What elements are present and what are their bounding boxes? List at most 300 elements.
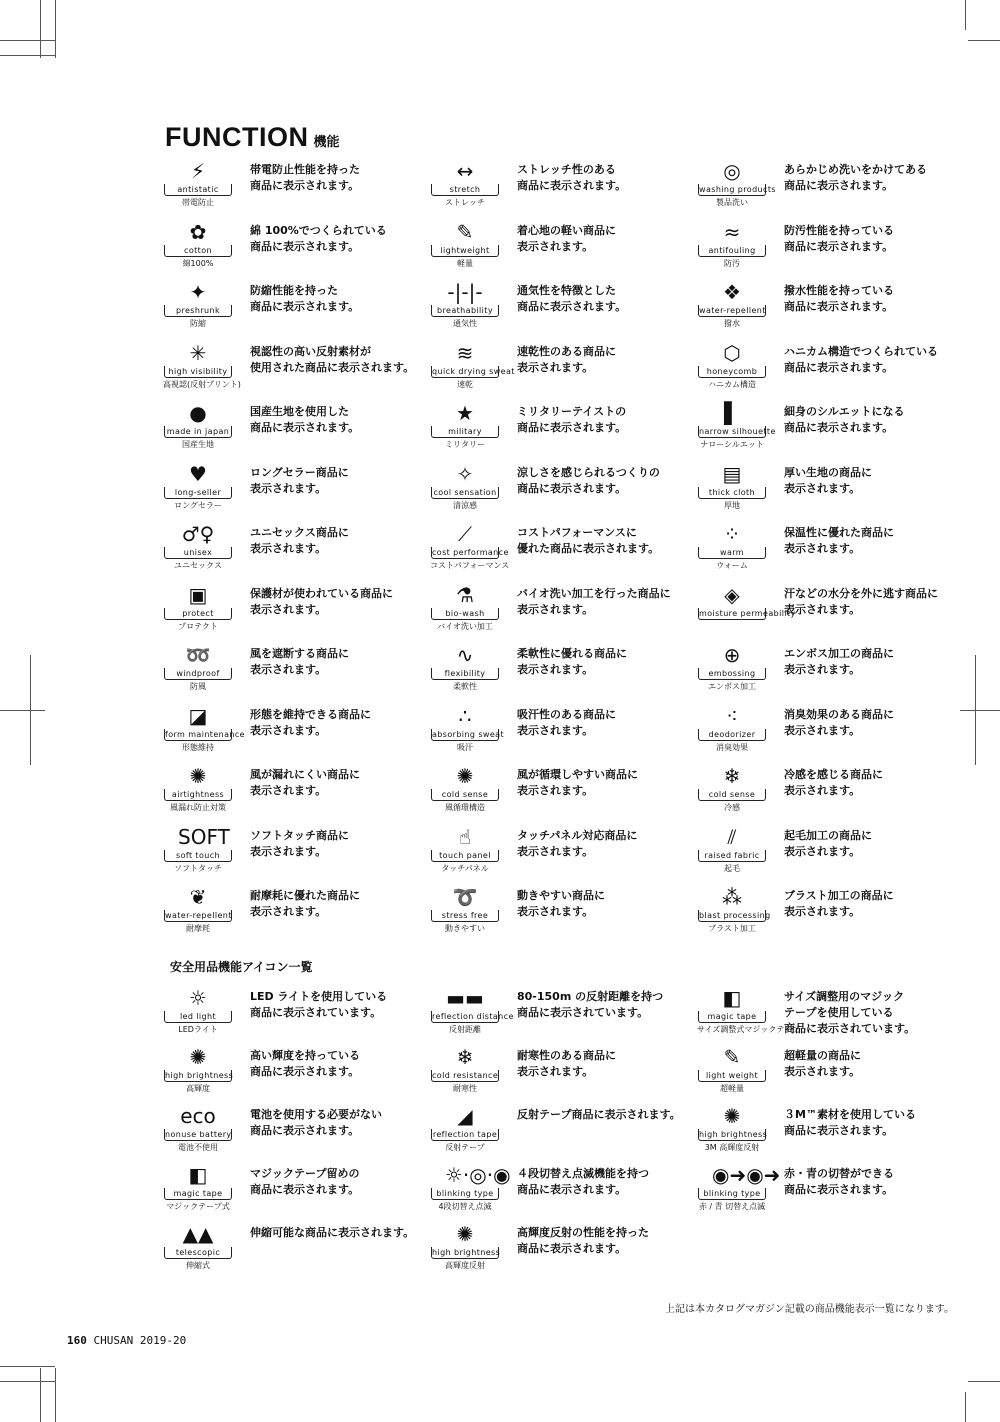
function-badge <box>697 340 767 400</box>
function-description: 耐寒性のある商品に 表示されます。 <box>517 1049 616 1078</box>
function-badge <box>430 642 500 702</box>
function-item <box>163 340 453 400</box>
function-item <box>163 521 453 581</box>
icon-label-jp: 形態維持 <box>182 742 214 752</box>
function-item <box>697 219 987 279</box>
function-badge <box>697 1162 781 1222</box>
function-description: 起毛加工の商品に 表示されます。 <box>784 828 872 858</box>
icon-label-en: blast processing <box>699 911 771 920</box>
function-item <box>430 763 720 823</box>
icon-label-en: antistatic <box>164 184 232 196</box>
function-item <box>163 763 453 823</box>
crop-mark <box>0 1366 55 1367</box>
function-badge <box>163 158 233 218</box>
function-badge <box>697 642 767 702</box>
absorbing-sweat-icon: ∴ <box>458 703 472 728</box>
icon-label-jp: ユニセックス <box>174 561 222 570</box>
icon-label-en: protect <box>164 608 232 620</box>
icon-label-jp: 4段切替え点滅 <box>438 1202 492 1211</box>
function-item <box>697 824 987 884</box>
function-description: ロングセラー商品に 表示されます。 <box>250 465 349 495</box>
icon-label-en: blinking type <box>698 1188 766 1200</box>
function-badge <box>163 824 233 884</box>
icon-label-jp: 防汚 <box>724 258 740 268</box>
function-item <box>697 1162 987 1222</box>
icon-label-jp: 起毛 <box>724 863 740 873</box>
3m-brightness-icon: ✺ <box>723 1104 741 1128</box>
icon-label-en: stretch <box>431 184 499 196</box>
crop-mark <box>0 710 45 711</box>
icon-label-jp: ハニカム構造 <box>708 379 756 389</box>
function-badge <box>697 884 771 944</box>
water-repellent-icon: ❖ <box>723 280 741 304</box>
icon-label-en: warm <box>698 547 766 559</box>
title-subtitle: 機能 <box>313 135 340 150</box>
icon-label-en: cotton <box>164 245 232 257</box>
function-item <box>430 703 720 763</box>
icon-label-jp: 軽量 <box>457 258 473 268</box>
function-item <box>430 340 720 400</box>
icon-label-en: high visibility <box>164 366 232 378</box>
icon-label-en: cold sense <box>431 789 499 801</box>
touch-panel-icon: ☝ <box>458 824 472 849</box>
breathability-icon: -|-|- <box>447 280 483 304</box>
icon-label-jp: タッチパネル <box>441 863 489 873</box>
function-item <box>697 1044 987 1104</box>
function-description: 伸縮可能な商品に表示されます。 <box>250 1226 415 1239</box>
icon-label-jp: 速乾 <box>457 379 473 389</box>
function-description: 視認性の高い反射素材が 使用された商品に表示されます。 <box>250 344 415 374</box>
icon-label-en: magic tape <box>164 1188 232 1200</box>
function-description: ストレッチ性のある 商品に表示されます。 <box>517 163 627 192</box>
function-description: 電池を使用する必要がない 商品に表示されます。 <box>250 1108 382 1137</box>
moisture-permeability-icon: ◈ <box>724 582 740 607</box>
icon-label-en: cold sense <box>698 789 766 801</box>
function-item <box>430 279 720 339</box>
function-item <box>163 985 453 1045</box>
function-description: 高い輝度を持っている 商品に表示されます。 <box>250 1049 360 1078</box>
icon-label-jp: 超軽量 <box>720 1084 744 1093</box>
icon-label-en: soft touch <box>164 850 232 862</box>
function-badge <box>697 279 767 339</box>
function-item <box>163 400 453 460</box>
icon-label-jp: 高輝度反射 <box>445 1261 485 1270</box>
made-in-japan-icon: ● <box>189 401 207 425</box>
bio-wash-icon: ⚗ <box>456 582 474 607</box>
function-badge <box>163 884 233 944</box>
icon-label-jp: 厚地 <box>724 500 740 510</box>
size-magic-tape-icon: ◧ <box>722 986 742 1010</box>
function-description: 防汚性能を持っている 商品に表示されます。 <box>784 223 894 253</box>
icon-label-jp: プロテクト <box>178 621 218 631</box>
function-item <box>163 884 453 944</box>
function-item <box>430 985 720 1045</box>
function-description: 撥水性能を持っている 商品に表示されます。 <box>784 284 894 313</box>
function-description: 赤・青の切替ができる 商品に表示されます。 <box>784 1167 894 1196</box>
function-description: 国産生地を使用した 商品に表示されます。 <box>250 405 360 434</box>
icon-label-jp: マジックテープ式 <box>166 1202 230 1211</box>
function-description: 吸汗性のある商品に 表示されます。 <box>517 707 616 737</box>
icon-label-jp: 通気性 <box>453 319 477 328</box>
function-description: 超軽量の商品に 表示されます。 <box>784 1049 861 1078</box>
icon-label-en: stress free <box>431 910 499 922</box>
abrasion-icon: ❦ <box>189 885 207 909</box>
page-title <box>165 122 340 153</box>
icon-label-en: honeycomb <box>698 366 766 378</box>
icon-label-en: raised fabric <box>698 850 766 862</box>
function-description: ソフトタッチ商品に 表示されます。 <box>250 828 349 858</box>
icon-label-en: bio-wash <box>431 608 499 620</box>
light-weight-icon: ✎ <box>723 1045 741 1069</box>
icon-label-jp: ストレッチ <box>445 198 485 207</box>
function-item <box>430 642 720 702</box>
preshrunk-icon: ✦ <box>189 280 207 304</box>
function-item <box>163 703 453 763</box>
icon-label-jp: ウォーム <box>716 561 748 570</box>
icon-label-jp: サイズ調整式マジックテープ <box>697 1025 800 1034</box>
function-badge <box>163 703 246 763</box>
function-description: 冷感を感じる商品に 表示されます。 <box>784 768 883 797</box>
function-badge <box>163 400 233 460</box>
protect-icon: ▣ <box>188 582 208 607</box>
function-item <box>430 461 720 521</box>
function-description: LED ライトを使用している 商品に表示されています。 <box>250 990 388 1019</box>
crop-mark <box>40 1368 41 1422</box>
icon-label-en: moisture permeability <box>699 608 796 618</box>
function-description: 帯電防止性能を持った 商品に表示されます。 <box>250 163 360 192</box>
function-item <box>697 985 987 1045</box>
windproof-icon: ➿ <box>185 643 211 667</box>
form-maintenance-icon: ◪ <box>188 703 208 728</box>
icon-label-en: light weight <box>698 1070 766 1082</box>
function-badge <box>430 219 500 279</box>
icon-label-jp: エンボス加工 <box>708 682 756 691</box>
crop-mark <box>55 0 56 58</box>
function-description: ユニセックス商品に 表示されます。 <box>250 526 349 555</box>
icon-label-en: magic tape <box>698 1011 766 1023</box>
function-item <box>163 461 453 521</box>
function-badge <box>430 985 514 1045</box>
flexibility-icon: ∿ <box>456 643 474 667</box>
blinking-type-icon: ☼·◎·◉ <box>445 1163 511 1187</box>
function-description: あらかじめ洗いをかけてある 商品に表示されます。 <box>784 163 927 192</box>
icon-label-en: quick drying sweat <box>432 366 515 376</box>
function-badge <box>163 1162 233 1222</box>
function-item <box>697 340 987 400</box>
icon-label-jp: コストパフォーマンス <box>430 561 510 570</box>
function-description: 耐摩耗に優れた商品に 表示されます。 <box>250 889 360 918</box>
crop-mark <box>0 1381 55 1382</box>
function-badge <box>430 1103 500 1163</box>
function-item <box>163 1103 453 1163</box>
function-badge <box>430 521 510 581</box>
eco-icon: eco <box>180 1104 216 1128</box>
icon-label-en: breathability <box>431 305 499 317</box>
embossing-icon: ⊕ <box>723 643 741 667</box>
washing-products-icon: ◎ <box>723 159 741 183</box>
function-badge <box>430 340 515 400</box>
function-badge <box>430 884 500 944</box>
function-description: 風が漏れにくい商品に 表示されます。 <box>250 768 360 797</box>
long-seller-icon: ♥ <box>189 461 207 486</box>
high-brightness-reflect-icon: ✺ <box>456 1222 474 1246</box>
function-item <box>697 884 987 944</box>
catalog-name: CHUSAN 2019-20 <box>93 1334 187 1347</box>
icon-label-en: reflection distance <box>432 1012 514 1021</box>
icon-label-en: high brightness <box>699 1130 768 1139</box>
function-description: 保温性に優れた商品に 表示されます。 <box>784 526 894 555</box>
function-item <box>163 582 453 642</box>
function-badge <box>430 158 500 218</box>
safety-section-title: 安全用品機能アイコン一覧 <box>170 960 313 974</box>
function-badge <box>430 461 500 521</box>
function-description: エンボス加工の商品に 表示されます。 <box>784 647 894 676</box>
function-description: 綿 100%でつくられている 商品に表示されます。 <box>250 223 387 253</box>
function-item <box>163 642 453 702</box>
icon-label-jp: 防縮 <box>190 319 206 328</box>
crop-mark <box>30 655 31 765</box>
icon-label-jp: 防風 <box>190 682 206 691</box>
function-badge <box>697 703 767 763</box>
icon-label-en: long-seller <box>164 487 232 499</box>
narrow-silhouette-icon: ▌ <box>724 401 740 425</box>
icon-label-en: lightweight <box>431 245 499 257</box>
function-badge <box>430 824 500 884</box>
telescopic-icon: ▲▲ <box>182 1222 214 1246</box>
stretch-icon: ↔ <box>456 159 474 183</box>
icon-label-jp: ナローシルエット <box>700 440 764 449</box>
cotton-icon: ✿ <box>189 219 207 244</box>
crop-mark <box>968 1381 1000 1382</box>
icon-label-jp: 高視認(反射プリント) <box>163 379 241 389</box>
function-description: 風を遮断する商品に 表示されます。 <box>250 647 349 676</box>
military-icon: ★ <box>456 401 474 425</box>
function-item <box>163 219 453 279</box>
function-item <box>430 219 720 279</box>
magic-tape-icon: ◧ <box>188 1163 208 1187</box>
icon-label-en: led light <box>164 1011 232 1023</box>
function-item <box>697 582 987 642</box>
function-badge <box>163 582 233 642</box>
function-item <box>163 158 453 218</box>
icon-label-en: deodorizer <box>698 729 766 741</box>
function-badge <box>697 985 800 1045</box>
icon-label-jp: 製品洗い <box>716 198 748 207</box>
icon-label-jp: 冷感 <box>724 803 740 812</box>
function-description: ミリタリーテイストの 商品に表示されます。 <box>517 405 627 434</box>
function-item <box>697 461 987 521</box>
function-badge <box>697 400 776 460</box>
function-badge <box>430 1162 511 1222</box>
icon-label-en: reflection tape <box>432 1130 498 1139</box>
soft-touch-icon: SOFT <box>178 824 230 849</box>
function-badge <box>163 985 233 1045</box>
function-description: ハニカム構造でつくられている 商品に表示されます。 <box>784 344 938 374</box>
cold-sense-snow-icon: ❄ <box>723 764 741 788</box>
icon-label-jp: ロングセラー <box>174 500 222 510</box>
icon-label-en: washing products <box>699 185 776 194</box>
function-description: 80-150m の反射距離を持つ 商品に表示されています。 <box>517 990 664 1019</box>
function-badge <box>163 1221 233 1281</box>
page-footer <box>67 1334 186 1347</box>
function-badge <box>163 642 233 702</box>
function-badge <box>163 461 233 521</box>
icon-label-jp: LEDライト <box>178 1025 218 1034</box>
title-text: FUNCTION <box>165 122 309 152</box>
lightweight-icon: ✎ <box>456 219 474 244</box>
function-description: 反射テープ商品に表示されます。 <box>517 1108 681 1121</box>
icon-label-en: blinking type <box>431 1188 499 1200</box>
function-badge <box>163 340 241 400</box>
function-badge <box>163 1044 233 1104</box>
function-item <box>430 824 720 884</box>
icon-label-en: preshrunk <box>164 305 232 317</box>
high-visibility-icon: ✳ <box>189 340 207 365</box>
icon-label-jp: 国産生地 <box>182 440 214 449</box>
unisex-icon: ♂♀ <box>181 522 215 546</box>
function-description: 高輝度反射の性能を持った 商品に表示されます。 <box>517 1226 649 1255</box>
icon-label-en: narrow silhouette <box>699 427 776 436</box>
function-description: 着心地の軽い商品に 表示されます。 <box>517 223 616 253</box>
function-item <box>430 1103 720 1163</box>
function-badge <box>697 824 767 884</box>
function-badge <box>430 1044 500 1104</box>
icon-label-jp: 綿100% <box>182 258 214 268</box>
antifouling-icon: ≈ <box>723 219 741 244</box>
icon-label-jp: ミリタリー <box>445 440 485 449</box>
function-badge <box>697 1103 767 1163</box>
function-badge <box>163 219 233 279</box>
function-description: 細身のシルエットになる 商品に表示されます。 <box>784 405 905 434</box>
function-description: 防縮性能を持った 商品に表示されます。 <box>250 284 360 313</box>
function-description: 動きやすい商品に 表示されます。 <box>517 889 605 918</box>
cold-sense-icon: ✺ <box>456 764 474 788</box>
function-badge <box>163 1103 233 1163</box>
icon-label-jp: 反射距離 <box>449 1025 481 1034</box>
crop-mark <box>965 1392 966 1422</box>
function-item <box>697 642 987 702</box>
function-description: サイズ調整用のマジック テープを使用している 商品に表示されています。 <box>784 990 916 1035</box>
cool-sensation-icon: ✧ <box>456 461 474 486</box>
stress-free-icon: ➰ <box>452 885 478 909</box>
function-description: 涼しさを感じられるつくりの 商品に表示されます。 <box>517 465 660 495</box>
icon-label-en: telescopic <box>164 1247 232 1259</box>
antistatic-icon: ⚡ <box>190 159 206 183</box>
function-item <box>697 703 987 763</box>
crop-mark <box>0 40 55 41</box>
function-item <box>697 400 987 460</box>
icon-label-en: made in japan <box>164 426 232 438</box>
function-item <box>697 158 987 218</box>
function-description: 通気性を特徴とした 商品に表示されます。 <box>517 284 627 313</box>
function-item <box>430 1221 720 1281</box>
function-item <box>430 400 720 460</box>
function-description: 風が循環しやすい商品に 表示されます。 <box>517 768 638 797</box>
crop-mark <box>0 55 55 56</box>
icon-label-jp: 柔軟性 <box>453 682 477 691</box>
icon-label-en: high brightness <box>165 1071 234 1080</box>
function-item <box>697 1103 987 1163</box>
catalog-note: 上記は本カタログマガジン記載の商品機能表示一覧になります。 <box>665 1304 954 1315</box>
function-item <box>430 582 720 642</box>
blast-processing-icon: ⁂ <box>722 885 742 909</box>
function-item <box>697 279 987 339</box>
icon-label-jp: 伸縮式 <box>186 1261 210 1270</box>
icon-label-en: form maintenance <box>165 729 246 739</box>
function-badge <box>163 521 233 581</box>
icon-label-jp: 消臭効果 <box>716 742 748 752</box>
icon-label-en: airtightness <box>164 789 232 801</box>
function-description: 保護材が使われている商品に 表示されます。 <box>250 586 393 616</box>
crop-mark <box>968 40 1000 41</box>
icon-label-jp: ソフトタッチ <box>174 863 222 873</box>
icon-label-en: unisex <box>164 547 232 559</box>
icon-label-en: military <box>431 426 499 438</box>
icon-label-en: cool sensation <box>431 487 499 499</box>
icon-label-en: embossing <box>698 668 766 680</box>
reflection-distance-icon: ▬▬ <box>446 986 484 1010</box>
function-badge <box>163 763 233 823</box>
airtightness-icon: ✺ <box>189 764 207 788</box>
function-description: 柔軟性に優れる商品に 表示されます。 <box>517 647 627 676</box>
reflection-tape-icon: ◢ <box>457 1104 473 1128</box>
page-number: 160 <box>67 1334 87 1347</box>
crop-mark <box>965 0 966 30</box>
red-blue-blink-icon: ◉➜◉➜ <box>712 1163 781 1187</box>
function-item <box>163 1044 453 1104</box>
function-description: コストパフォーマンスに 優れた商品に表示されます。 <box>517 526 660 555</box>
icon-label-en: touch panel <box>431 850 499 862</box>
function-description: タッチパネル対応商品に 表示されます。 <box>517 828 638 858</box>
icon-label-en: water-repellent <box>699 306 766 315</box>
function-badge <box>430 1221 500 1281</box>
icon-label-jp: バイオ洗い加工 <box>437 621 493 631</box>
icon-label-jp: 帯電防止 <box>182 198 214 207</box>
function-badge <box>430 582 500 642</box>
function-item <box>430 521 720 581</box>
function-description: ３M™素材を使用している 商品に表示されます。 <box>784 1108 916 1137</box>
function-item <box>430 1044 720 1104</box>
function-badge <box>697 158 776 218</box>
icon-label-jp: 吸汗 <box>457 742 473 752</box>
high-brightness-icon: ✺ <box>189 1045 207 1069</box>
function-badge <box>430 400 500 460</box>
function-item <box>430 1162 720 1222</box>
icon-label-jp: ブラスト加工 <box>708 924 756 933</box>
function-description: 汗などの水分を外に逃す商品に 表示されます。 <box>784 586 938 616</box>
cold-resistance-icon: ❄ <box>456 1045 474 1069</box>
honeycomb-icon: ⬡ <box>723 340 741 365</box>
function-description: バイオ洗い加工を行った商品に 表示されます。 <box>517 586 671 616</box>
icon-label-jp: 風漏れ防止対策 <box>170 803 226 812</box>
icon-label-jp: 赤 / 青 切替え点滅 <box>698 1202 766 1211</box>
icon-label-jp: 電池不使用 <box>178 1143 218 1152</box>
icon-label-en: antifouling <box>698 245 766 257</box>
function-badge <box>430 279 500 339</box>
function-badge <box>697 582 796 642</box>
icon-label-jp: 耐摩耗 <box>186 924 210 933</box>
led-light-icon: ☼ <box>189 986 207 1010</box>
cost-performance-icon: ⟋ <box>458 522 472 546</box>
icon-label-en: cold resistance <box>432 1071 499 1080</box>
deodorizer-icon: ⁖ <box>726 703 738 728</box>
function-description: ブラスト加工の商品に 表示されます。 <box>784 889 894 918</box>
function-badge <box>697 763 767 823</box>
raised-fabric-icon: ⫽ <box>727 824 737 849</box>
icon-label-jp: 動きやすい <box>445 924 485 933</box>
icon-label-en: windproof <box>164 668 232 680</box>
icon-label-jp: 風循環構造 <box>445 803 485 812</box>
